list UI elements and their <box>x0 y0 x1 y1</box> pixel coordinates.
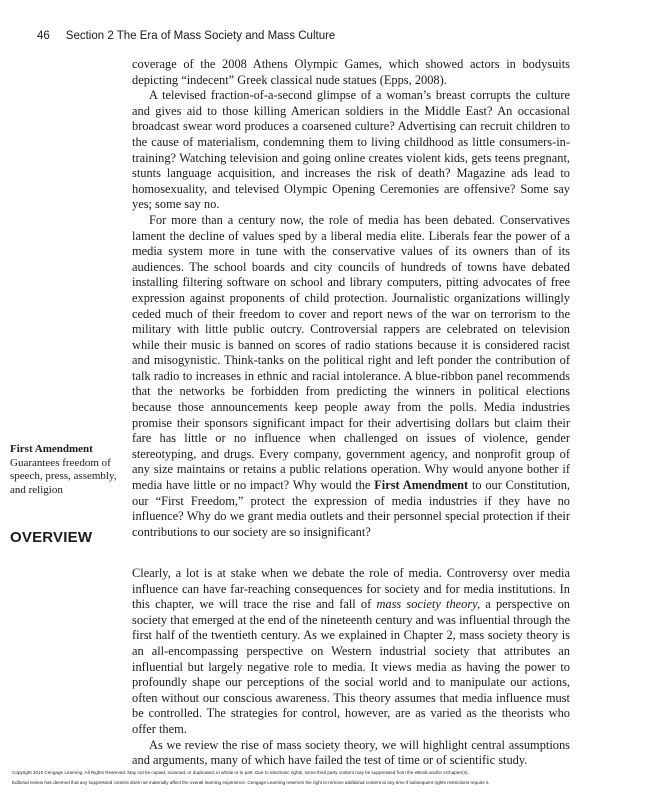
paragraph-continuation: coverage of the 2008 Athens Olympic Games, which showed actors in bodysuits depicting “indecent” Greek classical nude statues (Epps, 2008). <box>132 57 570 87</box>
overview-paragraph-1 <box>132 566 570 738</box>
body-text-top <box>132 57 570 540</box>
paragraph-questions: A televised fraction-of-a-second glimpse of a woman’s breast corrupts the culture and gives aid to those killing American soldiers in the Middle East? An occasional broadcast swear word produces a coarsened culture? Advertising can recruit children to the cause of materialism, condemning them to living childhood as little consumers-in-training? Watching television and going online creates violent kids, gets teens pregnant, stunts language acquisition, and increases the risk of death? Magazine ads lead to homosexuality, and televised Olympic Opening Ceremonies are offensive? Some say yes; some say no. <box>132 88 570 212</box>
margin-definition <box>10 443 122 497</box>
paragraph-media-debate-part2: to our Constitution, our “First Freedom,” protect the expression of media industries if they have no influence? Why do we grant media outlets and their personnel special protection if their contributions to our society are so insignificant? <box>132 478 571 539</box>
overview-paragraph-1-part1: Clearly, a lot is at stake when we debate the role of media. Controversy over media influence can have far-reaching consequences for society and for media institutions. In this chapter, we will trace the rise and fall of <box>132 566 570 612</box>
page-number: 46 <box>37 30 50 42</box>
paragraph-media-debate-part1: For more than a century now, the role of media has been debated. Conservatives lament the decline of values sped by a liberal media elite. Liberals fear the power of a media system more in tune with the conservative values of its owners than of its audiences. The school boards and city councils of hundreds of towns have debated installing filtering software on school and library computers, pitting advocates of free expression against proponents of child protection. Journalistic organizations willingly ceded much of their freedom to cover and report news of the war on terrorism to the military with little public outcry. Controversial rappers are celebrated on television while their music is banned on scores of radio stations because it is considered racist and misogynistic. Think-tanks on the political right and left ponder the contribution of talk radio to increases in ethnic and racial intolerance. A blue-ribbon panel recommends that the networks be forbidden from predicting the winners in political elections because those announcements keep people away from the polls. Media industries promise their sponsors significant impact for their advertising dollars but claim their fare has little or no influence when challenged on issues of violence, gender stereotyping, and drugs. Every company, government agency, and nonprofit group of any size maintains or retains a public relations operation. Why would anyone bother if media have little or no impact? Why would the <box>132 212 570 493</box>
key-term-mass-society-theory: mass society theory, <box>376 597 481 612</box>
margin-definition-term: First Amendment <box>10 443 93 455</box>
body-text-overview <box>132 566 570 769</box>
margin-definition-text: Guarantees freedom of speech, press, assembly, and religion <box>10 456 117 496</box>
section-title: Section 2 The Era of Mass Society and Mass Culture <box>65 30 336 42</box>
overview-paragraph-1-part2: a perspective on society that emerged at the end of the nineteenth century and was influential through the first half of the twentieth century. As we explained in Chapter 2, mass society theory is an all-encompassing perspective on Western industrial society that attributes an influential but largely negative role to media. It views media as having the power to profoundly shape our perceptions of the social world and to manipulate our actions, often without our conscious awareness. This theory assumes that media influence must be controlled. The strategies for control, however, are as varied as the theorists who offer them. <box>132 597 570 736</box>
overview-paragraph-2: As we review the rise of mass society theory, we will highlight central assumptions and arguments, many of which have failed the test of time or of scientific study. <box>132 737 570 768</box>
paragraph-media-debate <box>132 213 570 540</box>
copyright-footer-line2: Editorial review has deemed that any suppressed content does not materially affect the overall learning experience. Cengage Learning reserves the right to remove additional content at any time if subsequent rights restrictions require it. <box>12 780 490 785</box>
key-term-first-amendment: First Amendment <box>374 478 469 493</box>
overview-heading: OVERVIEW <box>10 529 93 546</box>
copyright-footer-line1: Copyright 2010 Cengage Learning. All Rights Reserved. May not be copied, scanned, or duplicated, in whole or in part. Due to electronic rights, some third party content may be suppressed from the eBook and/or eChapter(s). <box>12 770 469 775</box>
running-header <box>37 30 335 42</box>
